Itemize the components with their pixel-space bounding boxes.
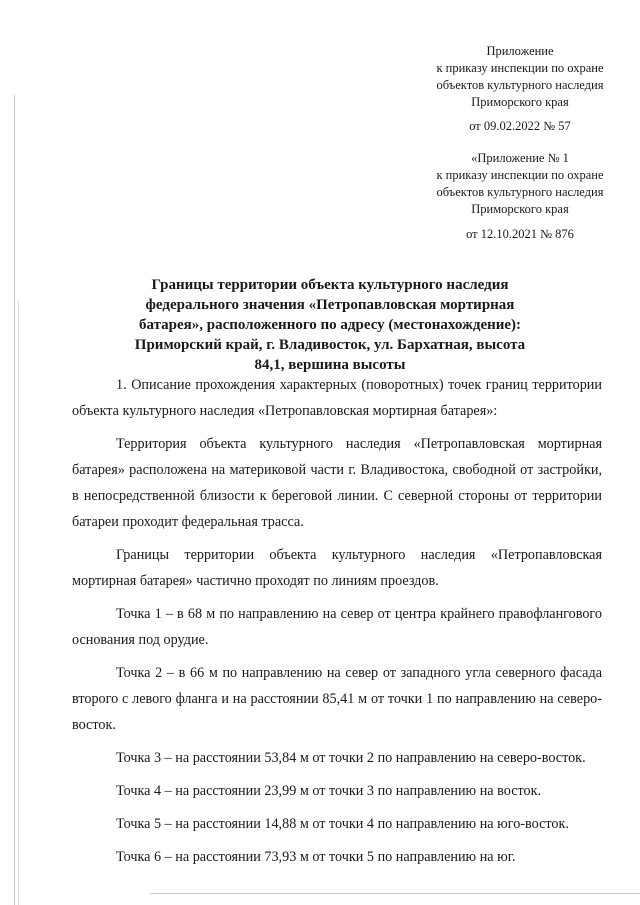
appendix-header-1 — [400, 43, 640, 111]
appendix-line: к приказу инспекции по охране — [436, 61, 604, 75]
appendix-line: объектов культурного наследия — [436, 185, 604, 199]
appendix-title: «Приложение № 1 — [471, 151, 569, 165]
paragraph-point-5: Точка 5 – на расстоянии 14,88 м от точки 4 по направлению на юго-восток. — [116, 816, 569, 832]
title-line: 84,1, вершина высоты — [254, 357, 406, 373]
paragraph-point-3: Точка 3 – на расстоянии 53,84 м от точки 2 по направлению на северо-восток. — [116, 750, 586, 766]
appendix-line: объектов культурного наследия — [436, 78, 604, 92]
scan-edge-line-secondary — [18, 300, 19, 905]
paragraph-boundary-description: 1. Описание прохождения характерных (поворотных) точек границ территории объекта культурного наследия «Петропавловская мортирная батарея»: — [72, 377, 602, 419]
document-body — [72, 372, 602, 870]
appendix-line: к приказу инспекции по охране — [436, 168, 604, 182]
title-line: федерального значения «Петропавловская мортирная — [145, 297, 515, 313]
appendix-date: от 09.02.2022 № 57 — [469, 119, 571, 133]
appendix-title: Приложение — [486, 44, 554, 58]
paragraph-boundaries: Границы территории объекта культурного наследия «Петропавловская мортирная батарея» частично проходят по линиям проездов. — [72, 547, 602, 589]
appendix-date-2 — [400, 226, 640, 243]
paragraph-point-2: Точка 2 – в 66 м по направлению на север от западного угла северного фасада второго с левого фланга и на расстоянии 85,41 м от точки 1 по направлению на северо-восток. — [72, 665, 602, 733]
paragraph-point-1: Точка 1 – в 68 м по направлению на север от центра крайнего правофлангового основания под орудие. — [72, 606, 602, 648]
appendix-header-2 — [400, 150, 640, 218]
paragraph-point-6: Точка 6 – на расстоянии 73,93 м от точки 5 по направлению на юг. — [116, 849, 516, 865]
title-line: Приморский край, г. Владивосток, ул. Бархатная, высота — [134, 337, 526, 353]
paragraph-point-4: Точка 4 – на расстоянии 23,99 м от точки 3 по направлению на восток. — [116, 783, 542, 799]
title-line: Границы территории объекта культурного наследия — [151, 277, 509, 293]
document-title — [110, 275, 550, 375]
appendix-line: Приморского края — [471, 95, 569, 109]
appendix-date-1 — [400, 118, 640, 135]
appendix-date: от 12.10.2021 № 876 — [466, 227, 574, 241]
title-line: батарея», расположенного по адресу (местонахождение): — [138, 317, 522, 333]
scan-edge-line — [14, 95, 15, 905]
scan-bottom-edge — [150, 893, 640, 894]
paragraph-territory: Территория объекта культурного наследия «Петропавловская мортирная батарея» расположена на материковой части г. Владивостока, свободной от застройки, в непосредственной близости к береговой линии. С северной стороны от территории батареи проходит федеральная трасса. — [72, 436, 602, 530]
appendix-line: Приморского края — [471, 202, 569, 216]
